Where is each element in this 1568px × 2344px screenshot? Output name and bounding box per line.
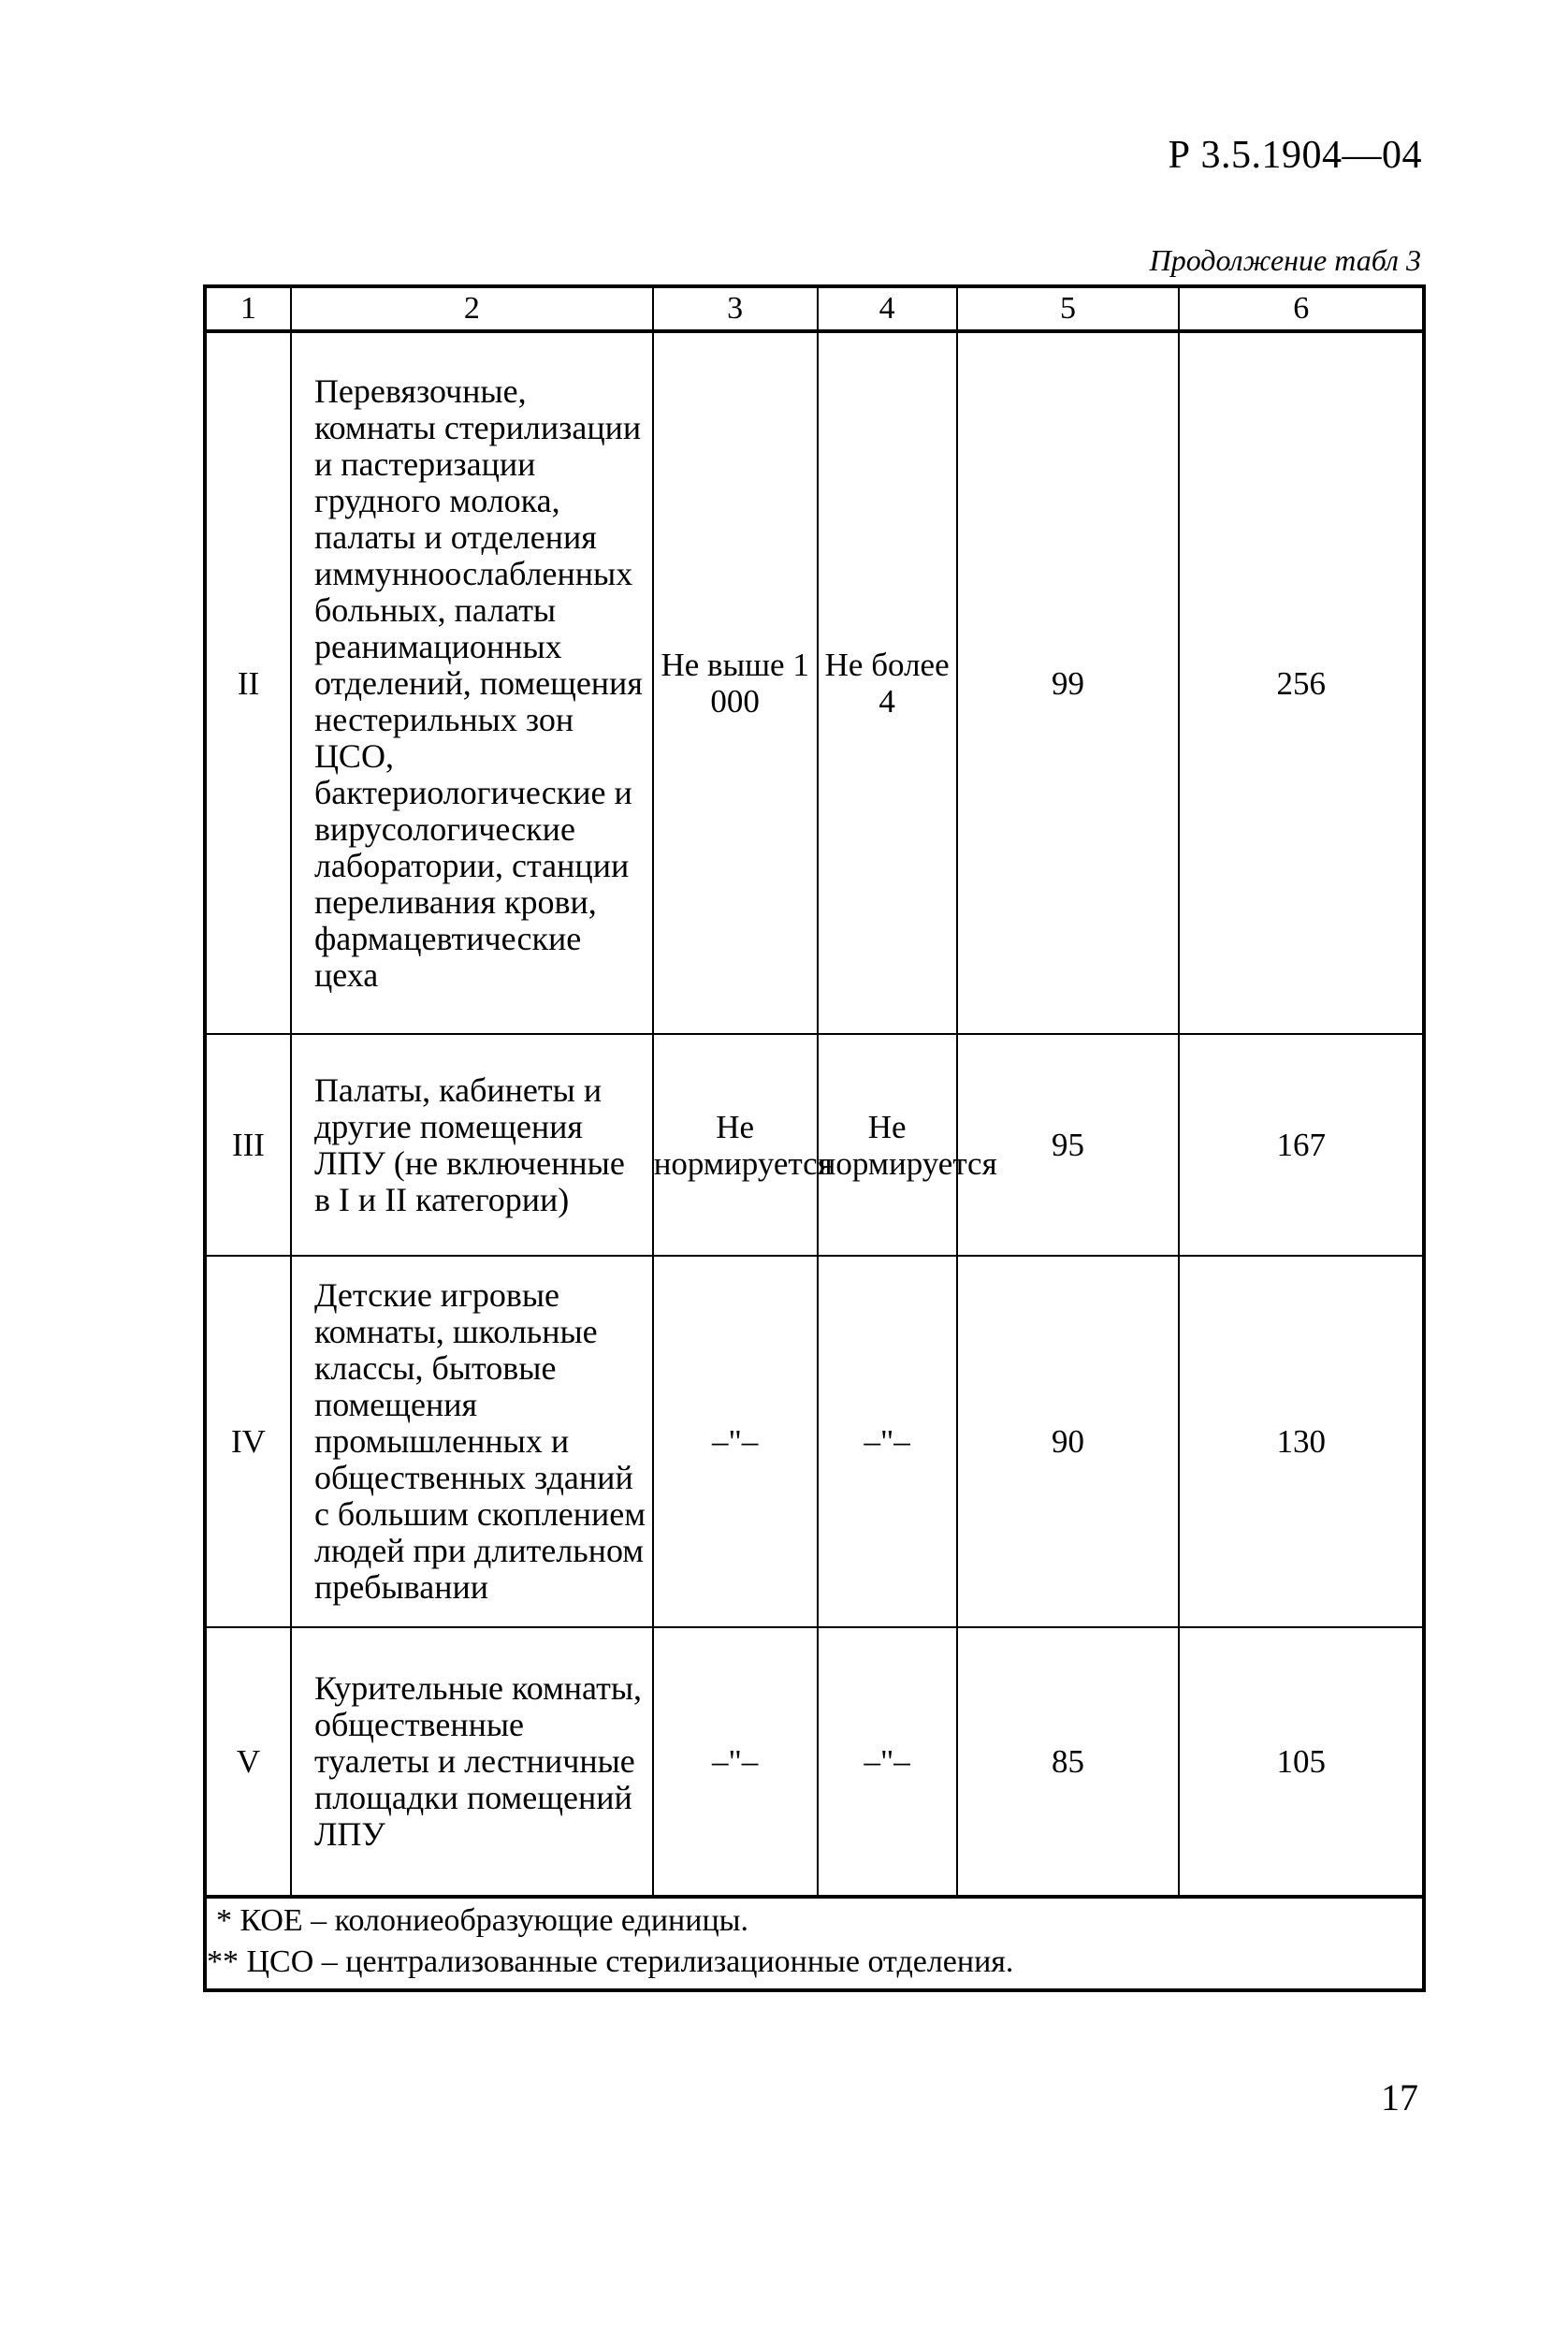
document-code: Р 3.5.1904—04 [1168, 134, 1422, 177]
col4-cell: –"– [818, 1256, 957, 1627]
col5-cell: 99 [957, 331, 1180, 1034]
col5-cell: 90 [957, 1256, 1180, 1627]
column-number-row [205, 286, 1424, 331]
column-header: 3 [653, 286, 818, 331]
room-description-cell: Курительные комнаты, общественные туалеты и лестничные площадки помещений ЛПУ [291, 1627, 653, 1897]
column-header: 2 [291, 286, 653, 331]
category-cell: V [205, 1627, 291, 1897]
column-header: 1 [205, 286, 291, 331]
col5-cell: 95 [957, 1034, 1180, 1256]
col3-cell: Не нормируется [653, 1034, 818, 1256]
col6-cell: 105 [1179, 1627, 1424, 1897]
table-notes [205, 1897, 1424, 1990]
col4-cell: –"– [818, 1627, 957, 1897]
category-cell: IV [205, 1256, 291, 1627]
col6-cell: 130 [1179, 1256, 1424, 1627]
column-header: 5 [957, 286, 1180, 331]
column-header: 4 [818, 286, 957, 331]
category-cell: II [205, 331, 291, 1034]
footnote-cso: ** ЦСО – централизованные стерилизационные отделения. [207, 1944, 1014, 1979]
table-notes-row [205, 1897, 1424, 1990]
footnote-koe: * КОЕ – колониеобразующие единицы. [216, 1903, 748, 1938]
table-row [205, 1627, 1424, 1897]
col5-cell: 85 [957, 1627, 1180, 1897]
room-description-cell: Детские игровые комнаты, школьные классы, бытовые помещения промышленных и общественных зданий с большим скоплением людей при длительном пребывании [291, 1256, 653, 1627]
category-cell: III [205, 1034, 291, 1256]
room-description-cell: Палаты, кабинеты и другие помещения ЛПУ (не включенные в I и II категории) [291, 1034, 653, 1256]
col6-cell: 256 [1179, 331, 1424, 1034]
table-continuation-label: Продолжение табл 3 [1149, 243, 1421, 277]
column-header: 6 [1179, 286, 1424, 331]
col4-cell: Не более 4 [818, 331, 957, 1034]
table-row [205, 331, 1424, 1034]
col3-cell: Не выше 1 000 [653, 331, 818, 1034]
table-row [205, 1256, 1424, 1627]
col3-cell: –"– [653, 1256, 818, 1627]
col3-cell: –"– [653, 1627, 818, 1897]
ventilation-categories-table [203, 284, 1426, 1992]
page-number: 17 [1381, 2076, 1418, 2118]
room-description-cell: Перевязочные, комнаты стерилизации и пастеризации грудного молока, палаты и отделения иммунноослабленных больных, палаты реанимационных отделений, помещения нестерильных зон ЦСО, бактериологические и вирусологические лаборатории, станции переливания крови, фармацевтические цеха [291, 331, 653, 1034]
table-row [205, 1034, 1424, 1256]
col6-cell: 167 [1179, 1034, 1424, 1256]
col4-cell: Не нормируется [818, 1034, 957, 1256]
